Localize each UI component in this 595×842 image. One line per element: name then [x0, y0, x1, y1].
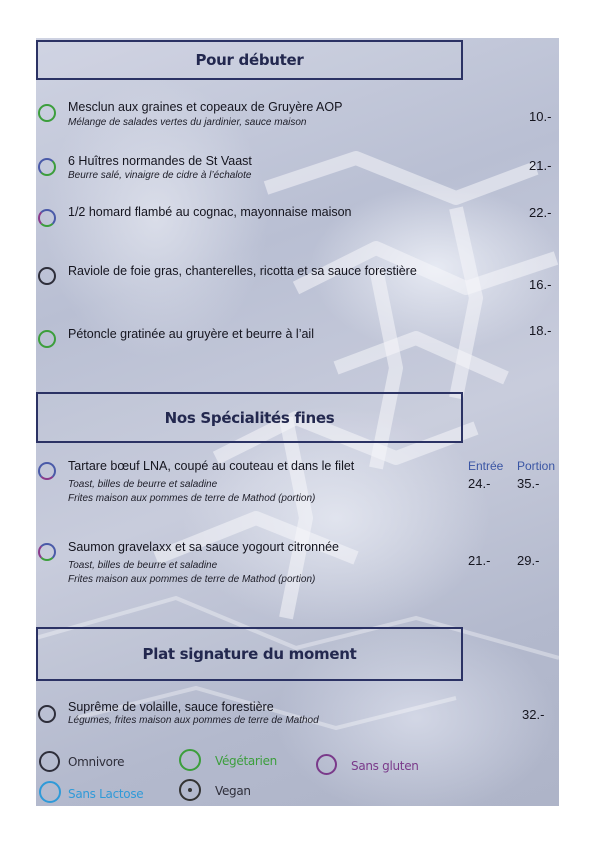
vegetarian-icon	[38, 330, 56, 348]
dish-price-portion: 35.-	[517, 476, 540, 491]
column-header-portion: Portion	[517, 459, 556, 473]
dish-description: Beurre salé, vinaigre de cidre à l’échalote	[68, 170, 252, 181]
vegan-dot-icon	[188, 788, 192, 792]
section-title: Pour débuter	[195, 51, 304, 69]
omnivore-icon	[38, 705, 56, 723]
gluten-free-icon	[316, 754, 337, 775]
section-title: Nos Spécialités fines	[164, 408, 335, 427]
section-header-starters	[36, 40, 463, 80]
omnivore-icon	[39, 751, 60, 772]
dish-name: Mesclun aux graines et copeaux de Gruyère AOP	[68, 100, 343, 114]
dish-description: Toast, billes de beurre et saladine	[68, 479, 218, 490]
diet-icon	[38, 543, 56, 561]
dish-price: 16.-	[529, 277, 552, 292]
diet-icon	[38, 158, 56, 176]
column-header-entree: Entrée	[468, 459, 504, 473]
dish-name: Pétoncle gratinée au gruyère et beurre à l’ail	[68, 327, 314, 341]
diet-icon	[38, 209, 56, 227]
diet-icon	[38, 462, 56, 480]
dish-price: 22.-	[529, 205, 552, 220]
dish-name: Saumon gravelaxx et sa sauce yogourt citronnée	[68, 540, 339, 554]
dish-price: 32.-	[522, 707, 545, 722]
legend-label: Sans Lactose	[68, 787, 144, 801]
legend-label: Omnivore	[68, 755, 125, 769]
legend-label: Sans gluten	[351, 759, 419, 773]
dish-description: Légumes, frites maison aux pommes de terre de Mathod	[68, 715, 319, 726]
vegetarian-icon	[38, 104, 56, 122]
dish-name: Tartare bœuf LNA, coupé au couteau et dans le filet	[68, 459, 355, 473]
dish-price: 10.-	[529, 109, 552, 124]
dish-description: Frites maison aux pommes de terre de Mathod (portion)	[68, 574, 316, 585]
dish-description: Frites maison aux pommes de terre de Mathod (portion)	[68, 493, 316, 504]
menu-page	[36, 38, 559, 806]
dish-price-entree: 24.-	[468, 476, 491, 491]
vegan-icon	[179, 779, 201, 801]
legend-label: Vegan	[215, 784, 251, 798]
dish-price: 21.-	[529, 158, 552, 173]
vegetarian-icon	[179, 749, 201, 771]
section-header-signature	[36, 627, 463, 681]
dish-name: Raviole de foie gras, chanterelles, ricotta et sa sauce forestière	[68, 264, 417, 278]
omnivore-icon	[38, 267, 56, 285]
section-header-specialties	[36, 392, 463, 443]
lactose-free-icon	[39, 781, 61, 803]
dish-price-entree: 21.-	[468, 553, 491, 568]
dish-name: Suprême de volaille, sauce forestière	[68, 700, 274, 714]
dish-description: Mélange de salades vertes du jardinier, sauce maison	[68, 117, 307, 128]
dish-price-portion: 29.-	[517, 553, 540, 568]
section-title: Plat signature du moment	[142, 645, 357, 663]
dish-name: 6 Huîtres normandes de St Vaast	[68, 154, 252, 168]
dish-description: Toast, billes de beurre et saladine	[68, 560, 218, 571]
legend-label: Végétarien	[215, 754, 277, 768]
dish-price: 18.-	[529, 323, 552, 338]
dish-name: 1/2 homard flambé au cognac, mayonnaise maison	[68, 205, 352, 219]
